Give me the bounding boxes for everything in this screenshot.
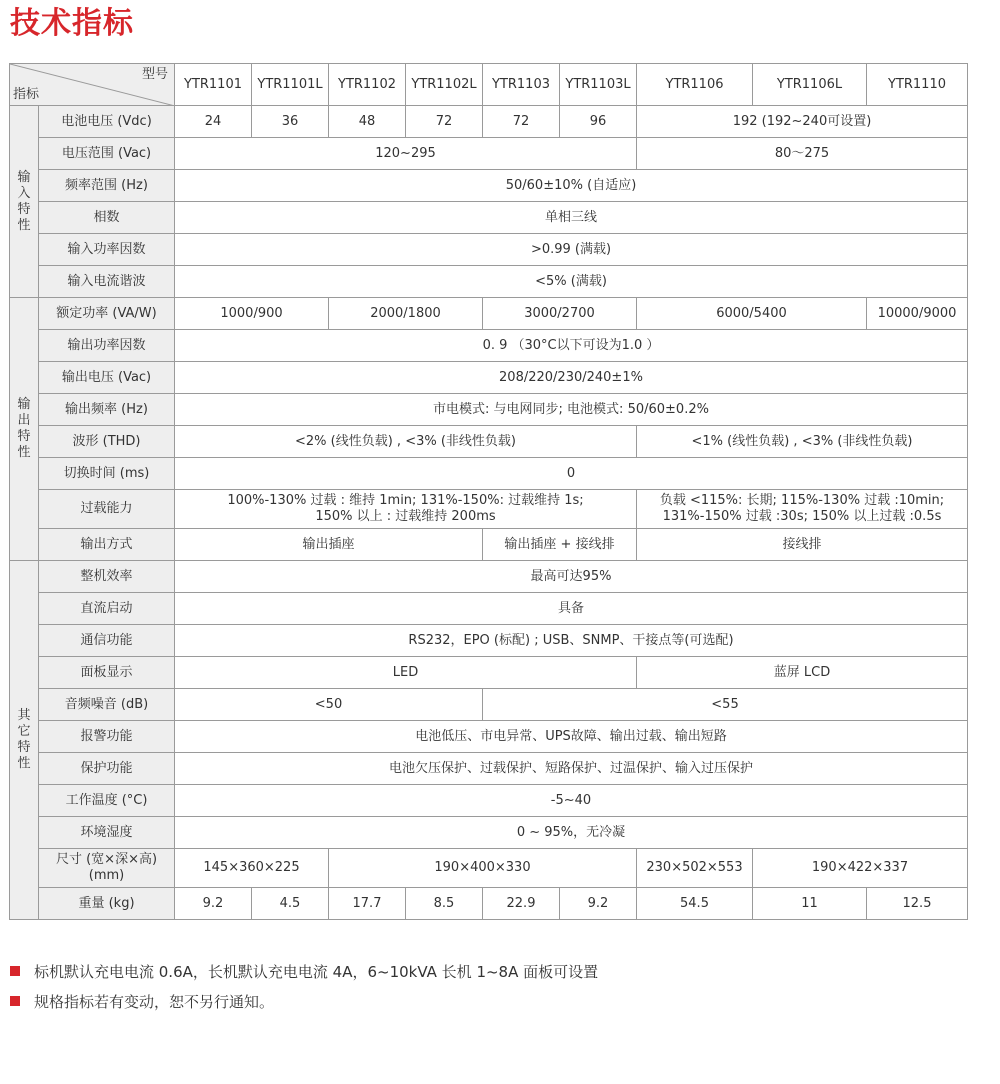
- row-output-pf: [10, 330, 968, 362]
- model-ytr1110: YTR1110: [867, 64, 968, 106]
- size-label-line2: (mm): [88, 868, 125, 883]
- cell: 208/220/230/240±1%: [175, 362, 968, 394]
- cell: LED: [175, 657, 637, 689]
- cell: 96: [560, 106, 637, 138]
- row-label: 面板显示: [39, 657, 175, 689]
- row-noise: [10, 689, 968, 721]
- group-output-label: 输 出 特 性: [10, 298, 39, 561]
- cell: 9.2: [560, 888, 637, 920]
- cell: >0.99 (满载): [175, 234, 968, 266]
- cell: 24: [175, 106, 252, 138]
- row-label: 输入电流谐波: [39, 266, 175, 298]
- cell: 最高可达95%: [175, 561, 968, 593]
- note-text: 标机默认充电电流 0.6A，长机默认充电电流 4A，6~10kVA 长机 1~8A 面板可设置: [34, 962, 599, 981]
- row-label: 保护功能: [39, 753, 175, 785]
- row-label: 音频噪音 (dB): [39, 689, 175, 721]
- overload-left-line2: 150% 以上 : 过载维持 200ms: [315, 509, 496, 524]
- cell: 192 (192~240可设置): [637, 106, 968, 138]
- row-output-type: [10, 529, 968, 561]
- row-label: 整机效率: [39, 561, 175, 593]
- overload-left-line1: 100%-130% 过载 : 维持 1min; 131%-150%: 过载维持 1s;: [227, 493, 584, 508]
- cell: 11: [753, 888, 867, 920]
- cell: 230×502×553: [637, 849, 753, 888]
- cell: <50: [175, 689, 483, 721]
- model-ytr1103: YTR1103: [483, 64, 560, 106]
- cell: 3000/2700: [483, 298, 637, 330]
- row-output-frequency: [10, 394, 968, 426]
- cell: 输出插座: [175, 529, 483, 561]
- cell: [175, 490, 637, 529]
- row-battery-voltage: [10, 106, 968, 138]
- cell: 0. 9 （30°C以下可设为1.0 ）: [175, 330, 968, 362]
- row-label: 通信功能: [39, 625, 175, 657]
- row-weight: [10, 888, 968, 920]
- cell: 72: [483, 106, 560, 138]
- row-label: 报警功能: [39, 721, 175, 753]
- cell: 具备: [175, 593, 968, 625]
- row-label: 环境湿度: [39, 817, 175, 849]
- notes: [10, 956, 598, 1016]
- cell: 2000/1800: [329, 298, 483, 330]
- cell: 54.5: [637, 888, 753, 920]
- cell: 0: [175, 458, 968, 490]
- row-label: 重量 (kg): [39, 888, 175, 920]
- cell: 10000/9000: [867, 298, 968, 330]
- cell: <5% (满载): [175, 266, 968, 298]
- row-output-voltage: [10, 362, 968, 394]
- model-ytr1101: YTR1101: [175, 64, 252, 106]
- cell: 36: [252, 106, 329, 138]
- row-input-thd: [10, 266, 968, 298]
- cell: 电池欠压保护、过载保护、短路保护、过温保护、输入过压保护: [175, 753, 968, 785]
- model-ytr1102: YTR1102: [329, 64, 406, 106]
- row-label: 输出频率 (Hz): [39, 394, 175, 426]
- row-label: 电压范围 (Vac): [39, 138, 175, 170]
- cell: 50/60±10% (自适应): [175, 170, 968, 202]
- corner-spec-label: 指标: [13, 87, 40, 102]
- cell: -5~40: [175, 785, 968, 817]
- row-frequency-range: [10, 170, 968, 202]
- cell: 接线排: [637, 529, 968, 561]
- cell: 12.5: [867, 888, 968, 920]
- overload-right-line1: 负载 <115%: 长期; 115%-130% 过载 :10min;: [659, 493, 945, 508]
- row-label: 工作温度 (°C): [39, 785, 175, 817]
- cell: 蓝屏 LCD: [637, 657, 968, 689]
- row-transfer-time: [10, 458, 968, 490]
- cell: 单相三线: [175, 202, 968, 234]
- cell: 80～275: [637, 138, 968, 170]
- page-title: 技术指标: [10, 6, 134, 41]
- row-label: 波形 (THD): [39, 426, 175, 458]
- cell: <1% (线性负载) , <3% (非线性负载): [637, 426, 968, 458]
- row-label: 输出方式: [39, 529, 175, 561]
- cell: 22.9: [483, 888, 560, 920]
- row-label: 电池电压 (Vdc): [39, 106, 175, 138]
- cell: 1000/900: [175, 298, 329, 330]
- row-label: 额定功率 (VA/W): [39, 298, 175, 330]
- model-ytr1102l: YTR1102L: [406, 64, 483, 106]
- row-overload: [10, 490, 968, 529]
- row-input-pf: [10, 234, 968, 266]
- row-label: 过载能力: [39, 490, 175, 529]
- cell: RS232，EPO (标配) ; USB、SNMP、干接点等(可选配): [175, 625, 968, 657]
- cell: [637, 490, 968, 529]
- row-label: 切换时间 (ms): [39, 458, 175, 490]
- row-humidity: [10, 817, 968, 849]
- model-ytr1106: YTR1106: [637, 64, 753, 106]
- row-label: 输出电压 (Vac): [39, 362, 175, 394]
- row-voltage-range: [10, 138, 968, 170]
- header-row: [10, 64, 968, 106]
- row-size: [10, 849, 968, 888]
- corner-cell: [10, 64, 175, 106]
- cell: 输出插座 + 接线排: [483, 529, 637, 561]
- cell: 电池低压、市电异常、UPS故障、输出过载、输出短路: [175, 721, 968, 753]
- row-label: 直流启动: [39, 593, 175, 625]
- row-waveform: [10, 426, 968, 458]
- cell: 17.7: [329, 888, 406, 920]
- row-communication: [10, 625, 968, 657]
- cell: 190×400×330: [329, 849, 637, 888]
- note-item: [10, 956, 598, 986]
- row-rated-power: [10, 298, 968, 330]
- group-input-label: 输 入 特 性: [10, 106, 39, 298]
- row-temperature: [10, 785, 968, 817]
- row-protection: [10, 753, 968, 785]
- cell: <2% (线性负载) , <3% (非线性负载): [175, 426, 637, 458]
- row-dc-start: [10, 593, 968, 625]
- square-bullet-icon: [10, 966, 20, 976]
- group-other-label: 其 它 特 性: [10, 561, 39, 920]
- row-display: [10, 657, 968, 689]
- note-text: 规格指标若有变动，恕不另行通知。: [34, 992, 275, 1011]
- square-bullet-icon: [10, 996, 20, 1006]
- note-item: [10, 986, 598, 1016]
- row-label: [39, 849, 175, 888]
- overload-right-line2: 131%-150% 过载 :30s; 150% 以上过载 :0.5s: [662, 509, 942, 524]
- cell: 145×360×225: [175, 849, 329, 888]
- cell: 120~295: [175, 138, 637, 170]
- spec-table: [9, 63, 968, 920]
- row-efficiency: [10, 561, 968, 593]
- row-label: 相数: [39, 202, 175, 234]
- row-label: 频率范围 (Hz): [39, 170, 175, 202]
- cell: 48: [329, 106, 406, 138]
- cell: 6000/5400: [637, 298, 867, 330]
- size-label-line1: 尺寸 (宽×深×高): [55, 852, 158, 867]
- row-label: 输出功率因数: [39, 330, 175, 362]
- model-ytr1106l: YTR1106L: [753, 64, 867, 106]
- corner-model-label: 型号: [141, 67, 168, 82]
- model-ytr1103l: YTR1103L: [560, 64, 637, 106]
- model-ytr1101l: YTR1101L: [252, 64, 329, 106]
- row-label: 输入功率因数: [39, 234, 175, 266]
- cell: 72: [406, 106, 483, 138]
- cell: 0 ~ 95%，无冷凝: [175, 817, 968, 849]
- row-alarm: [10, 721, 968, 753]
- cell: 4.5: [252, 888, 329, 920]
- cell: <55: [483, 689, 968, 721]
- row-phase: [10, 202, 968, 234]
- cell: 市电模式: 与电网同步; 电池模式: 50/60±0.2%: [175, 394, 968, 426]
- cell: 9.2: [175, 888, 252, 920]
- cell: 190×422×337: [753, 849, 968, 888]
- cell: 8.5: [406, 888, 483, 920]
